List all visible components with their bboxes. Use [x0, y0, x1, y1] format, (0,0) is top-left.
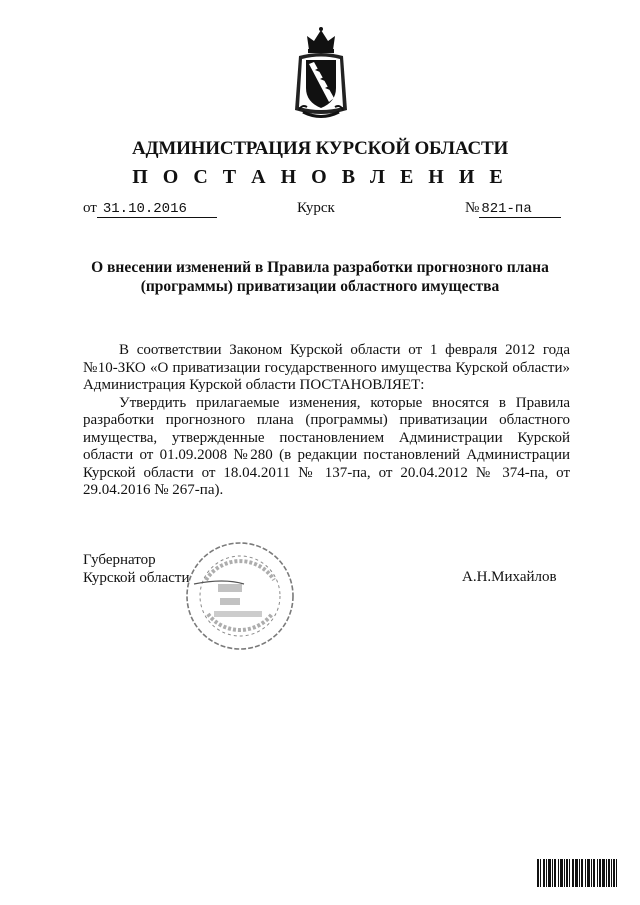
document-date [83, 200, 217, 218]
document-type: П О С Т А Н О В Л Е Н И Е [132, 166, 508, 188]
official-seal [184, 540, 296, 652]
date-prefix: от [83, 200, 97, 216]
subject-line-2: (программы) приватизации областного имущества [140, 278, 500, 295]
body-paragraph-1: В соответствии Законом Курской области от 1 февраля 2012 года №10-ЗКО «О приватизации государственного имущества Курской области» Администрация Курской области ПОСТАНОВЛЯЕТ: [83, 342, 570, 393]
signatory-name: А.Н.Михайлов [462, 569, 557, 585]
document-city: Курск [297, 200, 335, 216]
coat-of-arms-icon [291, 26, 351, 122]
date-value: 31.10.2016 [97, 201, 217, 218]
document-subject [60, 258, 580, 296]
document-body [83, 342, 570, 500]
subject-line-1: О внесении изменений в Правила разработки прогнозного плана [91, 259, 549, 276]
body-paragraph-2: Утвердить прилагаемые изменения, которые вносятся в Правила разработки прогнозного плана (программы) приватизации областного имущества, утвержденные постановлением Администрации Курской области от 01.09.2008 №280 (в редакции постановлений Администрации Курской области от 18.04.2011 № 137-па, от 20.04.2012 № 374-па, от 29.04.2016 № 267-па). [83, 394, 570, 498]
number-value: 821-па [479, 201, 561, 218]
document-number [465, 200, 561, 218]
organization-title: АДМИНИСТРАЦИЯ КУРСКОЙ ОБЛАСТИ [131, 138, 509, 159]
signatory-title-line-1: Губернатор [83, 552, 156, 568]
number-prefix: № [465, 200, 480, 216]
signatory-title-line-2: Курской области [83, 570, 190, 586]
signatory-title [83, 551, 189, 587]
barcode-icon [537, 859, 617, 887]
